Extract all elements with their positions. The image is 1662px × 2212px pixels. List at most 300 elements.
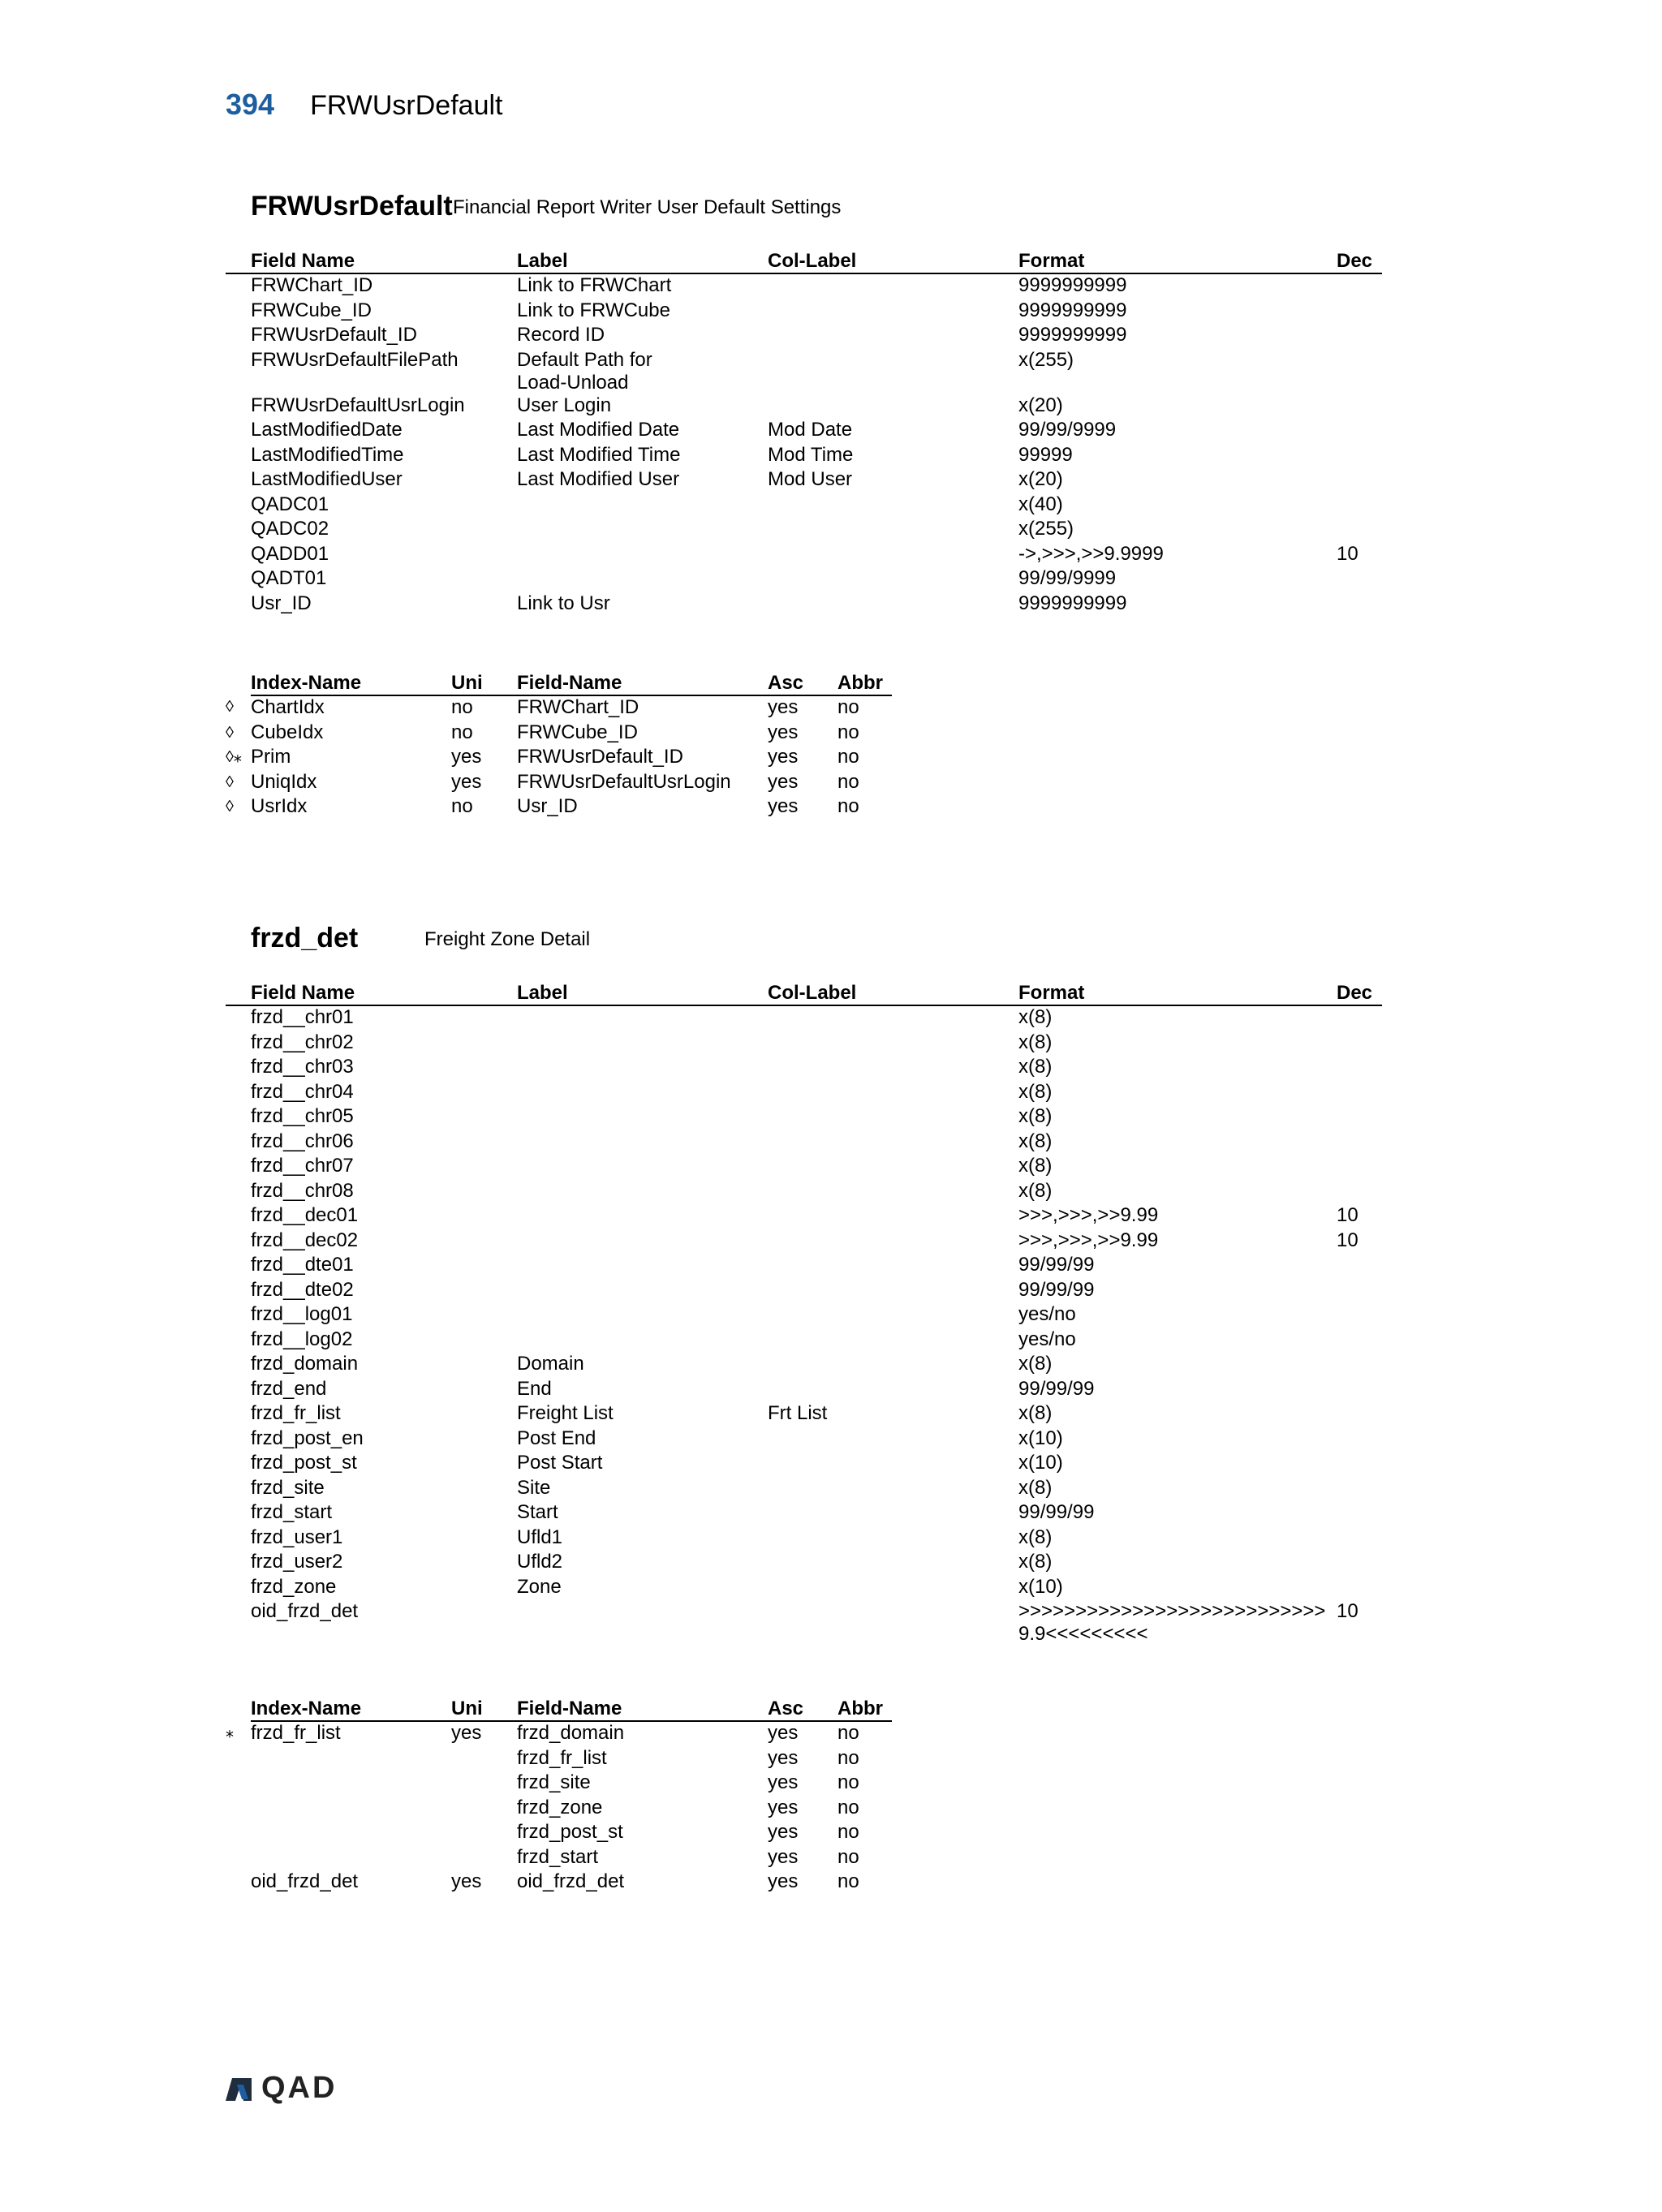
row-spacer: [226, 518, 251, 543]
index-abbr: no: [837, 696, 859, 718]
field-row: [226, 349, 1382, 394]
field-label: [517, 1600, 768, 1646]
field-row: [226, 1005, 1382, 1031]
index-ascending: yes: [768, 746, 799, 768]
field-name: frzd_user1: [251, 1526, 343, 1548]
field-label: [517, 1303, 768, 1328]
field-name: frzd_fr_list: [251, 1402, 341, 1424]
field-col-label: [768, 1155, 1018, 1180]
field-row: [226, 1081, 1382, 1106]
field-name: frzd__dec02: [251, 1229, 359, 1251]
table-section-frwusrdefault: [226, 185, 1382, 820]
field-label: [517, 1279, 768, 1304]
index-row: [226, 771, 892, 796]
field-name: QADD01: [251, 542, 329, 565]
field-row: [226, 1155, 1382, 1180]
field-dec: [1337, 567, 1382, 592]
column-header: Asc: [768, 1694, 837, 1721]
field-row: [226, 1353, 1382, 1378]
field-name: FRWUsrDefaultFilePath: [251, 348, 459, 371]
field-dec: [1337, 273, 1382, 299]
field-label: [517, 1081, 768, 1106]
field-format: x(8): [1018, 1031, 1053, 1053]
field-dec: [1337, 1056, 1382, 1081]
index-field-name: frzd_fr_list: [517, 1746, 607, 1769]
field-dec: [1337, 349, 1382, 394]
field-label: [517, 1254, 768, 1279]
field-name: FRWCube_ID: [251, 299, 372, 321]
column-header: Dec: [1337, 247, 1382, 273]
index-ascending: yes: [768, 1771, 799, 1793]
field-row: [226, 324, 1382, 349]
field-col-label: [768, 1576, 1018, 1601]
index-ascending: yes: [768, 795, 799, 817]
field-name: frzd__chr08: [251, 1179, 354, 1202]
field-label: Ufld2: [517, 1551, 563, 1573]
fields-table: [226, 247, 1382, 617]
field-col-label: [768, 1031, 1018, 1057]
field-name: frzd__chr04: [251, 1080, 354, 1103]
qad-logo: [224, 2071, 337, 2106]
field-format: x(8): [1018, 1080, 1053, 1103]
field-col-label: [768, 299, 1018, 325]
field-col-label: [768, 1501, 1018, 1526]
column-header: Format: [1018, 979, 1337, 1005]
field-label: Post End: [517, 1427, 596, 1449]
page-header: [226, 88, 502, 122]
field-col-label: [768, 394, 1018, 420]
index-name: UniqIdx: [251, 770, 317, 793]
field-label: [517, 543, 768, 568]
field-col-label: [768, 1056, 1018, 1081]
field-name: frzd__chr01: [251, 1006, 354, 1028]
field-row: [226, 444, 1382, 469]
field-name: LastModifiedDate: [251, 419, 403, 441]
column-header: Uni: [451, 669, 517, 695]
index-ascending: yes: [768, 1821, 799, 1843]
row-spacer: [226, 419, 251, 444]
field-dec: [1337, 1551, 1382, 1576]
field-format: yes/no: [1018, 1303, 1076, 1325]
field-format: x(8): [1018, 1353, 1053, 1375]
field-col-label: [768, 1303, 1018, 1328]
field-dec: [1337, 419, 1382, 444]
field-label: Domain: [517, 1353, 584, 1375]
index-abbr: no: [837, 1821, 859, 1843]
field-col-label: [768, 1378, 1018, 1403]
column-header: Label: [517, 247, 768, 273]
field-name: QADT01: [251, 567, 327, 589]
field-row: [226, 273, 1382, 299]
field-format: ->,>>>,>>9.9999: [1018, 542, 1164, 565]
index-table: [226, 669, 892, 820]
index-unique: [451, 1821, 517, 1846]
field-dec: [1337, 444, 1382, 469]
index-name: frzd_fr_list: [251, 1722, 341, 1744]
field-label: [517, 1130, 768, 1155]
field-format: x(10): [1018, 1575, 1063, 1598]
index-field-name: frzd_post_st: [517, 1821, 623, 1843]
index-unique: yes: [451, 1870, 482, 1892]
index-name: oid_frzd_det: [251, 1870, 359, 1892]
index-ascending: yes: [768, 1845, 799, 1868]
field-format: 99/99/99: [1018, 1278, 1095, 1301]
index-field-name: frzd_start: [517, 1845, 599, 1868]
field-row: [226, 1328, 1382, 1353]
column-header: Field-Name: [517, 1694, 768, 1721]
field-name: frzd__log01: [251, 1303, 353, 1325]
index-unique: [451, 1771, 517, 1797]
column-header: Uni: [451, 1694, 517, 1721]
index-name: [251, 1821, 451, 1846]
column-header: Abbr: [837, 1694, 892, 1721]
field-dec: [1337, 1254, 1382, 1279]
field-row: [226, 1576, 1382, 1601]
index-abbr: no: [837, 721, 859, 743]
field-row: [226, 1180, 1382, 1205]
field-label: [517, 1005, 768, 1031]
index-abbr: no: [837, 770, 859, 793]
index-row: [226, 1797, 892, 1822]
field-col-label: [768, 1452, 1018, 1477]
field-col-label: [768, 1328, 1018, 1353]
field-name: frzd__chr03: [251, 1056, 354, 1078]
row-spacer: [226, 1378, 251, 1403]
index-unique: no: [451, 721, 473, 743]
index-abbr: no: [837, 1722, 859, 1744]
field-dec: [1337, 1005, 1382, 1031]
index-ascending: yes: [768, 721, 799, 743]
row-spacer: [226, 1081, 251, 1106]
index-table: [226, 1694, 892, 1896]
field-label: [517, 1328, 768, 1353]
index-field-name: frzd_zone: [517, 1796, 603, 1818]
field-format: x(8): [1018, 1105, 1053, 1127]
index-name: UsrIdx: [251, 795, 308, 817]
field-col-label: [768, 592, 1018, 618]
field-label: [517, 518, 768, 543]
column-header: Label: [517, 979, 768, 1005]
field-name: QADC01: [251, 493, 329, 515]
field-format: x(8): [1018, 1130, 1053, 1152]
field-row: [226, 1526, 1382, 1551]
field-col-label: [768, 1204, 1018, 1229]
row-spacer: [226, 1452, 251, 1477]
index-name: Prim: [251, 746, 291, 768]
field-name: Usr_ID: [251, 592, 312, 614]
index-abbr: no: [837, 795, 859, 817]
field-row: [226, 394, 1382, 420]
field-row: [226, 1105, 1382, 1130]
row-spacer: [226, 1180, 251, 1205]
logo-text: QAD: [261, 2071, 338, 2105]
field-dec: [1337, 468, 1382, 493]
field-format: x(40): [1018, 493, 1063, 515]
field-col-label: [768, 1600, 1018, 1646]
field-dec: [1337, 1452, 1382, 1477]
index-field-name: FRWChart_ID: [517, 696, 639, 718]
column-header: Abbr: [837, 669, 892, 695]
field-col-label: [768, 349, 1018, 394]
row-spacer: [226, 1477, 251, 1502]
fields-body: [226, 273, 1382, 617]
row-spacer: [226, 324, 251, 349]
field-label: Last Modified Time: [517, 443, 681, 466]
index-ascending: yes: [768, 770, 799, 793]
field-format: 99/99/99: [1018, 1254, 1095, 1276]
fields-body: [226, 1005, 1382, 1646]
field-row: [226, 592, 1382, 618]
index-header-row: [226, 1694, 892, 1721]
table-name: frzd_det: [251, 923, 359, 953]
header-spacer: [226, 979, 251, 1005]
index-marker: ◊⁎: [226, 748, 242, 766]
field-row: [226, 543, 1382, 568]
field-label: Site: [517, 1476, 551, 1499]
field-col-label: [768, 1254, 1018, 1279]
field-dec: [1337, 1031, 1382, 1057]
row-spacer: [226, 1576, 251, 1601]
field-format: x(20): [1018, 394, 1063, 416]
index-ascending: yes: [768, 1796, 799, 1818]
column-header: Format: [1018, 247, 1337, 273]
table-section-frzd-det: [226, 917, 1382, 1896]
field-label: Zone: [517, 1575, 562, 1598]
field-format: x(8): [1018, 1526, 1053, 1548]
field-format: x(8): [1018, 1056, 1053, 1078]
row-spacer: [226, 567, 251, 592]
field-row: [226, 1477, 1382, 1502]
index-row: [226, 746, 892, 771]
field-dec: [1337, 394, 1382, 420]
field-dec: [1337, 299, 1382, 325]
field-label: [517, 1204, 768, 1229]
index-name: CubeIdx: [251, 721, 324, 743]
field-row: [226, 299, 1382, 325]
field-col-label: [768, 1551, 1018, 1576]
field-name: frzd__dte02: [251, 1278, 354, 1301]
table-name: FRWUsrDefault: [251, 191, 453, 222]
field-format: x(8): [1018, 1179, 1053, 1202]
field-dec: [1337, 1303, 1382, 1328]
row-spacer: [226, 1328, 251, 1353]
field-label: User Login: [517, 394, 612, 416]
header-spacer: [226, 247, 251, 273]
fields-header-row: [226, 247, 1382, 273]
index-marker: [226, 1870, 251, 1896]
row-spacer: [226, 1303, 251, 1328]
field-row: [226, 1254, 1382, 1279]
field-format: >>>>>>>>>>>>>>>>>>>>>>>>>>>9.9<<<<<<<<<: [1018, 1600, 1326, 1645]
field-label: [517, 1229, 768, 1254]
header-spacer: [226, 1694, 251, 1721]
field-row: [226, 1427, 1382, 1452]
field-name: FRWUsrDefaultUsrLogin: [251, 394, 465, 416]
field-row: [226, 1056, 1382, 1081]
field-label: Link to FRWCube: [517, 299, 670, 321]
field-format: yes/no: [1018, 1328, 1076, 1350]
field-name: frzd__chr05: [251, 1105, 354, 1127]
field-label: End: [517, 1377, 552, 1400]
column-header: Field-Name: [517, 669, 768, 695]
index-marker: ◊: [226, 698, 234, 716]
field-dec: [1337, 1526, 1382, 1551]
field-col-label: [768, 1353, 1018, 1378]
index-marker: [226, 1846, 251, 1871]
table-description: Freight Zone Detail: [424, 928, 591, 950]
index-marker: [226, 1747, 251, 1772]
index-field-name: Usr_ID: [517, 795, 578, 817]
header-spacer: [226, 669, 251, 695]
index-field-name: frzd_domain: [517, 1722, 625, 1744]
row-spacer: [226, 299, 251, 325]
index-row: [226, 1870, 892, 1896]
field-dec: [1337, 1353, 1382, 1378]
field-format: >>>,>>>,>>9.99: [1018, 1204, 1159, 1226]
index-unique: [451, 1747, 517, 1772]
index-abbr: no: [837, 1796, 859, 1818]
index-ascending: yes: [768, 696, 799, 718]
index-name: [251, 1797, 451, 1822]
index-abbr: no: [837, 746, 859, 768]
field-dec: [1337, 1180, 1382, 1205]
column-header: Field Name: [251, 979, 517, 1005]
field-format: 99/99/9999: [1018, 419, 1117, 441]
index-name: ChartIdx: [251, 696, 325, 718]
field-row: [226, 419, 1382, 444]
field-col-label: [768, 1105, 1018, 1130]
field-label: Freight List: [517, 1402, 614, 1424]
field-label: Link to FRWChart: [517, 274, 672, 296]
field-name: frzd_domain: [251, 1353, 359, 1375]
field-label: [517, 493, 768, 519]
qad-logo-icon: [224, 2075, 255, 2102]
index-marker: [226, 1771, 251, 1797]
column-header: Index-Name: [251, 669, 451, 695]
field-row: [226, 1452, 1382, 1477]
index-row: [226, 1846, 892, 1871]
index-body: [226, 1721, 892, 1896]
index-unique: yes: [451, 746, 482, 768]
field-format: 99/99/99: [1018, 1501, 1095, 1523]
field-dec: [1337, 493, 1382, 519]
field-name: frzd__chr07: [251, 1155, 354, 1177]
field-label: Default Path for Load-Unload: [517, 348, 652, 394]
index-marker: ◊: [226, 798, 234, 816]
field-label: [517, 1180, 768, 1205]
field-format: x(255): [1018, 348, 1074, 371]
index-field-name: FRWUsrDefaultUsrLogin: [517, 770, 731, 793]
field-col-label: [768, 567, 1018, 592]
field-label: Ufld1: [517, 1526, 563, 1548]
field-col-label: [768, 1130, 1018, 1155]
field-name: frzd__dec01: [251, 1204, 359, 1226]
row-spacer: [226, 1229, 251, 1254]
field-col-label: [768, 324, 1018, 349]
field-dec: [1337, 592, 1382, 618]
index-row: [226, 795, 892, 820]
field-label: [517, 1155, 768, 1180]
field-name: LastModifiedTime: [251, 443, 404, 466]
column-header: Dec: [1337, 979, 1382, 1005]
row-spacer: [226, 349, 251, 394]
field-dec: [1337, 1501, 1382, 1526]
field-row: [226, 1551, 1382, 1576]
field-col-label: [768, 1427, 1018, 1452]
table-description: Financial Report Writer User Default Settings: [453, 196, 842, 218]
field-col-label: [768, 1005, 1018, 1031]
row-spacer: [226, 543, 251, 568]
field-dec: [1337, 1427, 1382, 1452]
row-spacer: [226, 1600, 251, 1646]
row-spacer: [226, 1353, 251, 1378]
field-col-label: [768, 543, 1018, 568]
row-spacer: [226, 1204, 251, 1229]
field-dec: [1337, 1105, 1382, 1130]
field-format: 9999999999: [1018, 592, 1127, 614]
row-spacer: [226, 468, 251, 493]
index-field-name: FRWUsrDefault_ID: [517, 746, 683, 768]
index-field-name: oid_frzd_det: [517, 1870, 625, 1892]
field-col-label: [768, 493, 1018, 519]
column-header: Index-Name: [251, 1694, 451, 1721]
field-row: [226, 468, 1382, 493]
index-ascending: yes: [768, 1746, 799, 1769]
field-col-label: [768, 273, 1018, 299]
row-spacer: [226, 1031, 251, 1057]
field-row: [226, 1501, 1382, 1526]
index-unique: no: [451, 696, 473, 718]
index-marker: [226, 1821, 251, 1846]
field-col-label: [768, 1081, 1018, 1106]
row-spacer: [226, 444, 251, 469]
field-dec: [1337, 1328, 1382, 1353]
field-label: [517, 567, 768, 592]
field-name: LastModifiedUser: [251, 468, 403, 490]
field-dec: [1337, 1130, 1382, 1155]
field-format: x(10): [1018, 1452, 1063, 1474]
field-label: [517, 1056, 768, 1081]
field-row: [226, 1303, 1382, 1328]
field-name: FRWUsrDefault_ID: [251, 324, 417, 346]
index-field-name: FRWCube_ID: [517, 721, 638, 743]
field-label: Link to Usr: [517, 592, 610, 614]
field-name: frzd__dte01: [251, 1254, 354, 1276]
row-spacer: [226, 592, 251, 618]
index-header-row: [226, 669, 892, 695]
field-dec: [1337, 1155, 1382, 1180]
field-format: 9999999999: [1018, 274, 1127, 296]
row-spacer: [226, 1427, 251, 1452]
field-dec: [1337, 324, 1382, 349]
row-spacer: [226, 273, 251, 299]
index-unique: [451, 1846, 517, 1871]
row-spacer: [226, 1402, 251, 1427]
index-unique: yes: [451, 1722, 482, 1744]
field-format: x(8): [1018, 1155, 1053, 1177]
page-title: FRWUsrDefault: [310, 90, 503, 121]
index-unique: [451, 1797, 517, 1822]
table-heading: [226, 917, 1382, 959]
index-marker: [226, 1797, 251, 1822]
index-row: [226, 1821, 892, 1846]
index-abbr: no: [837, 1746, 859, 1769]
index-marker: ◊: [226, 772, 234, 791]
index-marker: ◊: [226, 723, 234, 742]
field-label: Record ID: [517, 324, 605, 346]
row-spacer: [226, 1254, 251, 1279]
field-dec: [1337, 1279, 1382, 1304]
